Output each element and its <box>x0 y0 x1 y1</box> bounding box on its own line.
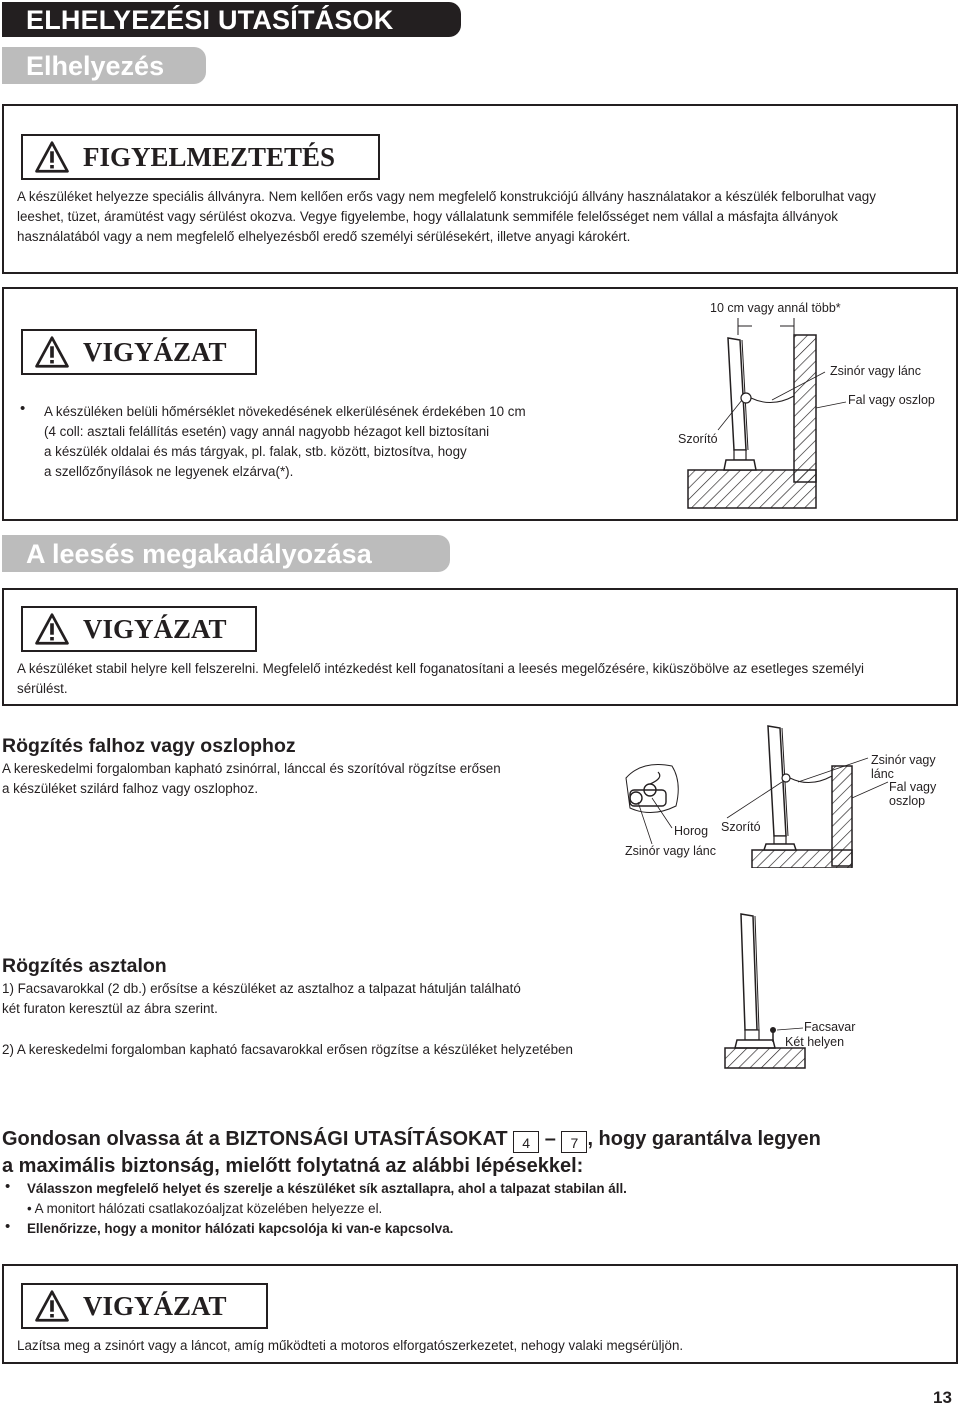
table-fix-step1-line: 1) Facsavarokkal (2 db.) erősítse a készüléket az asztalhoz a talpazat hátulján található <box>2 981 521 996</box>
caution-label: VIGYÁZAT <box>83 1290 227 1321</box>
safety-bullet-1-sub: • A monitort hálózati csatlakozóaljzat közelében helyezze el. <box>27 1201 383 1216</box>
caution-text: Lazítsa meg a zsinórt vagy a láncot, amíg működteti a motoros elforgatószerkezetet, nehogy valaki megsérüljön. <box>17 1338 684 1353</box>
caution-text-line: A készüléken belüli hőmérséklet növekedésének elkerülésének érdekében 10 cm <box>44 404 526 419</box>
chain-label-bottom: Zsinór vagy lánc <box>625 844 717 858</box>
bullet: • <box>5 1178 11 1195</box>
page-title: ELHELYEZÉSI UTASÍTÁSOK <box>2 2 461 37</box>
bullet: • <box>5 1218 11 1235</box>
page-ref-box: 7 <box>561 1131 587 1153</box>
caution-text-line: sérülést. <box>17 681 68 696</box>
clamp-label: Szorító <box>678 432 718 446</box>
hook-label: Horog <box>674 824 709 838</box>
table-fix-step1 <box>2 979 602 1019</box>
safety-bullet-1: Válasszon megfelelő helyet és szerelje a készüléket sík asztallapra, ahol a talpazat stabilan áll. <box>27 1181 627 1196</box>
caution-text <box>44 402 604 482</box>
caution-text-line: (4 coll: asztali felállítás esetén) vagy annál nagyobb hézagot kell biztosítani <box>44 424 490 439</box>
warning-triangle-icon <box>33 1290 71 1322</box>
warning-triangle-icon <box>33 141 71 173</box>
caution-label: VIGYÁZAT <box>83 613 227 644</box>
places-label: Két helyen <box>785 1035 845 1049</box>
caution-label-box <box>21 1283 268 1329</box>
wall-label-line: oszlop <box>889 794 926 808</box>
safety-bullet-2: Ellenőrizze, hogy a monitor hálózati kapcsolója ki van-e kapcsolva. <box>27 1221 454 1236</box>
warning-triangle-icon <box>33 336 71 368</box>
warning-text-line: A készüléket helyezze speciális állványra. Nem kellően erős vagy nem megfelelő konstrukciójú állvány használatakor a készülék felborulhat vagy <box>17 189 876 204</box>
screw-label: Facsavar <box>804 1020 856 1034</box>
wall-label <box>889 780 936 808</box>
safety-instructions-heading <box>2 1126 958 1179</box>
page-ref-box: 4 <box>513 1131 539 1153</box>
chain-label <box>871 753 936 781</box>
safety-heading-line1 <box>2 1126 958 1153</box>
section-title-placement: Elhelyezés <box>2 47 206 84</box>
clamp-label: Szorító <box>721 820 761 834</box>
warning-text-line: használatából vagy a nem megfelelő elhelyezésből eredő személyi sérülésekért, illetve anyagi károkért. <box>17 229 631 244</box>
section-title-fall-prevention: A leesés megakadályozása <box>2 535 450 572</box>
caution-text <box>17 659 952 699</box>
wall-label: Fal vagy oszlop <box>848 393 935 407</box>
warning-label: FIGYELMEZTETÉS <box>83 141 336 172</box>
safety-heading-line2: a maximális biztonság, mielőtt folytatná az alábbi lépésekkel: <box>2 1155 584 1177</box>
gap-label: 10 cm vagy annál több* <box>710 301 841 315</box>
page-number: 13 <box>933 1388 952 1407</box>
wall-fix-text-line: A kereskedelmi forgalomban kapható zsinórral, lánccal és szorítóval rögzítse erősen <box>2 761 501 776</box>
caution-text-line: a készülék oldalai és más tárgyak, pl. falak, stb. között, biztosítva, hogy <box>44 444 467 459</box>
bullet: • <box>20 400 26 417</box>
wall-fix-text-line: a készüléket szilárd falhoz vagy oszlophoz. <box>2 781 259 796</box>
table-fix-step1-line: két furaton keresztül az ábra szerint. <box>2 1001 218 1016</box>
warning-text <box>17 187 952 247</box>
chain-label-line: lánc <box>871 767 894 781</box>
warning-label-box <box>21 134 380 180</box>
warning-text-line: leeshet, tüzet, áramütést vagy sérülést okozva. Vegye figyelembe, hogy vállalatunk semmiféle felelősséget nem vállal a másfajta állványok <box>17 209 838 224</box>
caution-text-line: A készüléket stabil helyre kell felszerelni. Megfelelő intézkedést kell foganatosítani a leesés megelőzésére, kiküszöbölve az esetleges személyi <box>17 661 865 676</box>
chain-label-line: Zsinór vagy <box>871 753 936 767</box>
warning-triangle-icon <box>33 613 71 645</box>
safety-heading-text: Gondosan olvassa át a BIZTONSÁGI UTASÍTÁSOKAT <box>2 1128 508 1150</box>
wall-fix-text <box>2 759 562 799</box>
caution-label-box <box>21 606 257 652</box>
wall-fix-heading: Rögzítés falhoz vagy oszlophoz <box>2 735 296 757</box>
table-fix-heading: Rögzítés asztalon <box>2 955 167 977</box>
page-ref-dash: – <box>544 1128 556 1150</box>
wall-label-line: Fal vagy <box>889 780 937 794</box>
caution-label: VIGYÁZAT <box>83 336 227 367</box>
chain-label: Zsinór vagy lánc <box>830 364 922 378</box>
caution-text-line: a szellőzőnyílások ne legyenek elzárva(*). <box>44 464 294 479</box>
caution-label-box <box>21 329 257 375</box>
table-fix-step2: 2) A kereskedelmi forgalomban kapható facsavarokkal erősen rögzítse a készüléket helyzetében <box>2 1042 573 1057</box>
safety-heading-text: , hogy garantálva legyen <box>587 1128 821 1150</box>
